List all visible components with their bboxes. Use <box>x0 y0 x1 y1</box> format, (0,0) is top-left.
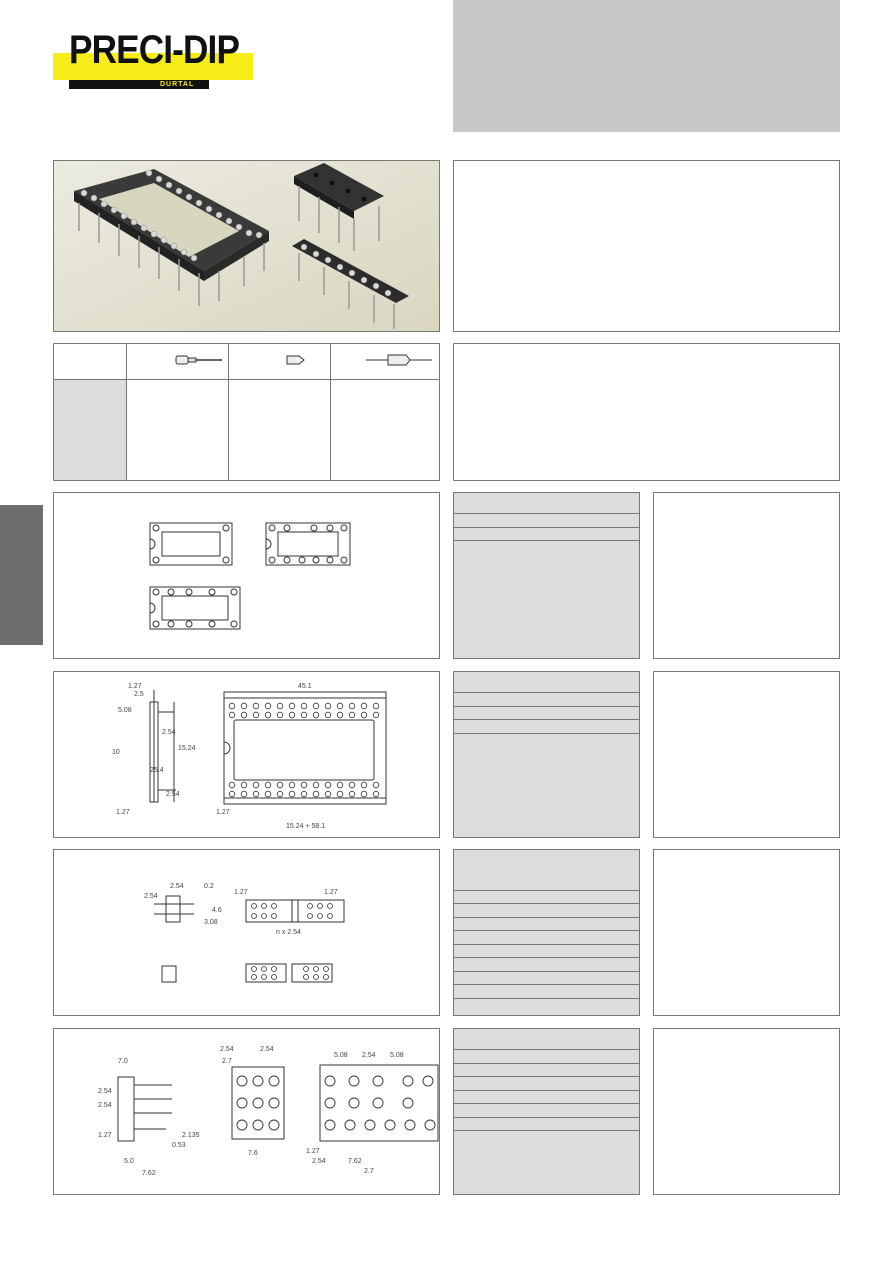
frame-drawing-panel <box>53 671 440 838</box>
dim-label: 15.24 + 58.1 <box>286 823 326 830</box>
frame-dimension-drawing <box>54 672 439 837</box>
product-photo-panel <box>53 160 440 332</box>
dim-label: 45.1 <box>298 683 312 690</box>
dim-label: 2.5 <box>134 691 144 698</box>
dim-label: 10 <box>112 749 120 756</box>
info-panel <box>453 343 840 481</box>
pin-grid-drawing <box>54 1029 439 1194</box>
dim-label: 2.54 <box>166 791 180 798</box>
dim-label: 2.135 <box>182 1132 200 1139</box>
spec-table-4 <box>453 1028 640 1195</box>
dim-label: 2.54 <box>220 1046 234 1053</box>
dim-label: 2.7 <box>222 1058 232 1065</box>
contact-wire-icon <box>364 352 434 368</box>
spec-notes-2 <box>653 671 840 838</box>
table-row-header-cell <box>54 379 126 480</box>
dim-label: 15.24 <box>178 745 196 752</box>
socket-layout-drawings <box>54 493 439 658</box>
contact-pin-icon <box>174 352 224 368</box>
strip-dimension-drawing <box>54 850 439 1015</box>
dim-label: 2.54 <box>162 729 176 736</box>
dim-label: 5.08 <box>334 1052 348 1059</box>
strip-drawing-panel <box>53 849 440 1016</box>
dim-label: 2.54 <box>98 1088 112 1095</box>
dim-label: 1.27 <box>116 809 130 816</box>
spec-notes-3 <box>653 849 840 1016</box>
dim-label: 2.54 <box>260 1046 274 1053</box>
dim-label: 2.54 <box>362 1052 376 1059</box>
dim-label: 5.0 <box>124 1158 134 1165</box>
dim-label: 2.54 <box>170 883 184 890</box>
dim-label: 1.27 <box>98 1132 112 1139</box>
side-tab <box>0 505 43 645</box>
dim-label: 2.7 <box>364 1168 374 1175</box>
dim-label: 1.27 <box>216 809 230 816</box>
layout-views-panel <box>53 492 440 659</box>
dim-label: 7.0 <box>118 1058 128 1065</box>
dim-label: 5.08 <box>118 707 132 714</box>
brand-sub: DURTAL <box>160 81 195 88</box>
dim-label: 1.27 <box>128 683 142 690</box>
description-panel <box>453 160 840 332</box>
brand-logo: PRECI-DIP <box>69 28 240 72</box>
dim-label: 4.6 <box>212 907 222 914</box>
spec-table-1 <box>453 492 640 659</box>
dim-label: 2.54 <box>98 1102 112 1109</box>
dim-label: 3.08 <box>204 919 218 926</box>
spec-notes-4 <box>653 1028 840 1195</box>
spec-table-2 <box>453 671 640 838</box>
product-photo <box>54 161 439 331</box>
dim-label: 25.4 <box>150 767 164 774</box>
dim-label: 2.54 <box>312 1158 326 1165</box>
dim-label: 1.27 <box>306 1148 320 1155</box>
dim-label: 0.2 <box>204 883 214 890</box>
dim-label: 5.08 <box>390 1052 404 1059</box>
dim-label: n x 2.54 <box>276 929 301 936</box>
dim-label: 7.6 <box>248 1150 258 1157</box>
dim-label: 7.62 <box>142 1170 156 1177</box>
spec-notes-1 <box>653 492 840 659</box>
dim-label: 1.27 <box>234 889 248 896</box>
header-gray-panel <box>453 0 840 132</box>
dim-label: 2.54 <box>144 893 158 900</box>
contact-types-table <box>53 343 440 481</box>
dim-label: 7.62 <box>348 1158 362 1165</box>
spec-table-3 <box>453 849 640 1016</box>
contact-sleeve-icon <box>284 352 308 368</box>
dim-label: 1.27 <box>324 889 338 896</box>
pin-grid-panel <box>53 1028 440 1195</box>
dim-label: 0.53 <box>172 1142 186 1149</box>
